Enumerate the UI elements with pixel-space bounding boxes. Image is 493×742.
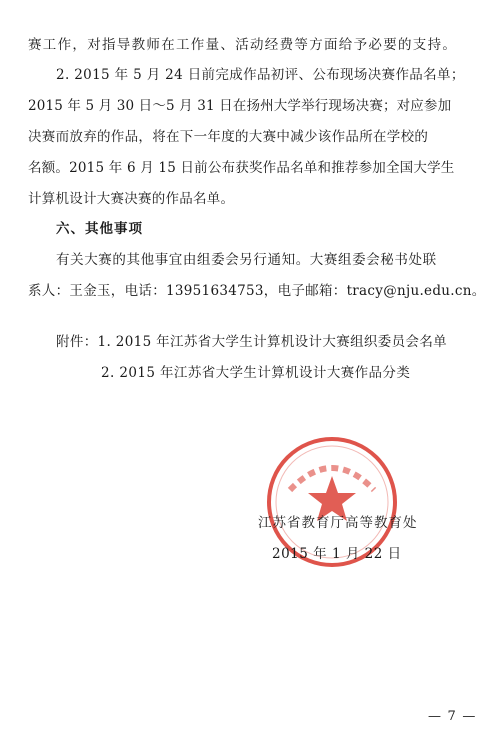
- paragraph-line: 名额。2015 年 6 月 15 日前公布获奖作品名单和推荐参加全国大学生: [28, 160, 455, 176]
- issue-date: 2015 年 1 月 22 日: [272, 546, 402, 562]
- paragraph-line: 有关大赛的其他事宜由组委会另行通知。大赛组委会秘书处联: [56, 252, 437, 268]
- paragraph-line: 决赛而放弃的作品，将在下一年度的大赛中减少该作品所在学校的: [28, 129, 429, 145]
- section-heading: 六、其他事项: [56, 221, 143, 237]
- paragraph-line: 系人：王金玉，电话：13951634753，电子邮箱：tracy@nju.edu.cn。: [28, 283, 486, 299]
- issuing-organization: 江苏省教育厅高等教育处: [258, 515, 418, 531]
- paragraph-line: 计算机设计大赛决赛的作品名单。: [28, 191, 235, 207]
- page-number: — 7 —: [428, 709, 477, 724]
- attachment-item: 2. 2015 年江苏省大学生计算机设计大赛作品分类: [101, 365, 411, 381]
- paragraph-line: 2015 年 5 月 30 日～5 月 31 日在扬州大学举行现场决赛；对应参加: [28, 98, 452, 114]
- paragraph-line: 2. 2015 年 5 月 24 日前完成作品初评、公布现场决赛作品名单；: [56, 67, 465, 83]
- paragraph-line: 赛工作，对指导教师在工作量、活动经费等方面给予必要的支持。: [28, 37, 458, 53]
- attachment-item: 附件：1. 2015 年江苏省大学生计算机设计大赛组织委员会名单: [56, 334, 448, 350]
